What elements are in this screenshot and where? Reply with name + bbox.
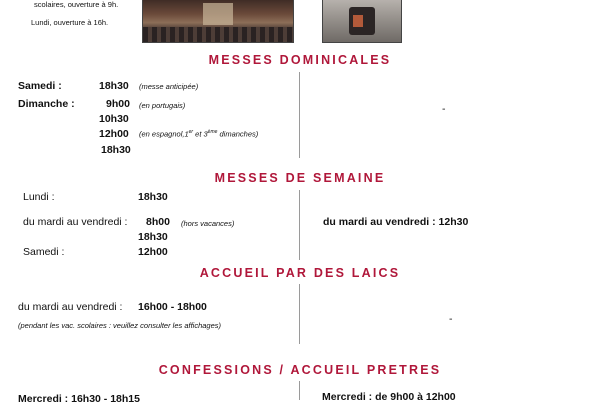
confessional-accent bbox=[353, 15, 363, 27]
section-title-semaine: MESSES DE SEMAINE bbox=[214, 171, 386, 185]
sem-lundi-time: 18h30 bbox=[138, 191, 168, 203]
divider-dominicales bbox=[299, 72, 300, 158]
church-interior-photo bbox=[142, 0, 294, 43]
altar-light bbox=[203, 3, 233, 25]
acc-note: (pendant les vac. scolaires : veuillez consulter les affichages) bbox=[18, 321, 222, 330]
dom-dimanche-time-2: 10h30 bbox=[99, 113, 129, 125]
dom-dimanche-time-1: 9h00 bbox=[106, 98, 130, 110]
divider-semaine bbox=[299, 190, 300, 260]
sem-mv-label: du mardi au vendredi : bbox=[23, 216, 128, 228]
dom-samedi-time: 18h30 bbox=[99, 80, 129, 92]
sem-mv-time-1: 8h00 bbox=[146, 216, 170, 228]
sem-samedi-label: Samedi : bbox=[23, 246, 65, 258]
conf-left-partial: Mercredi : 16h30 - 18h15 bbox=[18, 393, 140, 405]
sem-mv-time-2: 18h30 bbox=[138, 231, 168, 243]
dom-samedi-label: Samedi : bbox=[18, 80, 62, 92]
hours-line-1: scolaires, ouverture à 9h. bbox=[34, 0, 119, 9]
acc-line-time: 16h00 - 18h00 bbox=[138, 301, 207, 313]
section-title-dominicales: MESSES DOMINICALES bbox=[208, 53, 392, 67]
sem-samedi-time: 12h00 bbox=[138, 246, 168, 258]
dom-dimanche-time-3: 12h00 bbox=[99, 128, 129, 140]
dom-right-dash: - bbox=[442, 103, 446, 115]
section-title-confessions: CONFESSIONS / ACCUEIL PRETRES bbox=[158, 363, 442, 377]
sem-right-text: du mardi au vendredi : 12h30 bbox=[323, 216, 469, 228]
note3-part-c: dimanches) bbox=[217, 129, 259, 139]
dom-dimanche-note-3 bbox=[139, 129, 258, 139]
note3-part-a: (en espagnol,1 bbox=[139, 129, 189, 139]
note3-part-b: et 3 bbox=[193, 129, 208, 139]
divider-confessions bbox=[299, 381, 300, 400]
dom-dimanche-note-1: (en portugais) bbox=[139, 101, 186, 110]
sem-lundi-label: Lundi : bbox=[23, 191, 55, 203]
congregation bbox=[143, 27, 293, 42]
section-title-accueil: ACCUEIL PAR DES LAICS bbox=[199, 266, 401, 280]
dom-dimanche-label: Dimanche : bbox=[18, 98, 75, 110]
note3-sup-2: ème bbox=[207, 129, 218, 135]
dom-samedi-note: (messe anticipée) bbox=[139, 82, 199, 91]
dom-dimanche-time-4: 18h30 bbox=[101, 144, 131, 156]
note3-sup-1: er bbox=[188, 129, 194, 135]
sem-mv-note: (hors vacances) bbox=[181, 219, 235, 228]
acc-right-dash: - bbox=[449, 313, 453, 325]
hours-line-2: Lundi, ouverture à 16h. bbox=[31, 18, 109, 27]
confessional-photo bbox=[322, 0, 402, 43]
divider-accueil bbox=[299, 284, 300, 344]
conf-right-partial: Mercredi : de 9h00 à 12h00 bbox=[322, 391, 456, 403]
acc-line-label: du mardi au vendredi : bbox=[18, 301, 123, 313]
